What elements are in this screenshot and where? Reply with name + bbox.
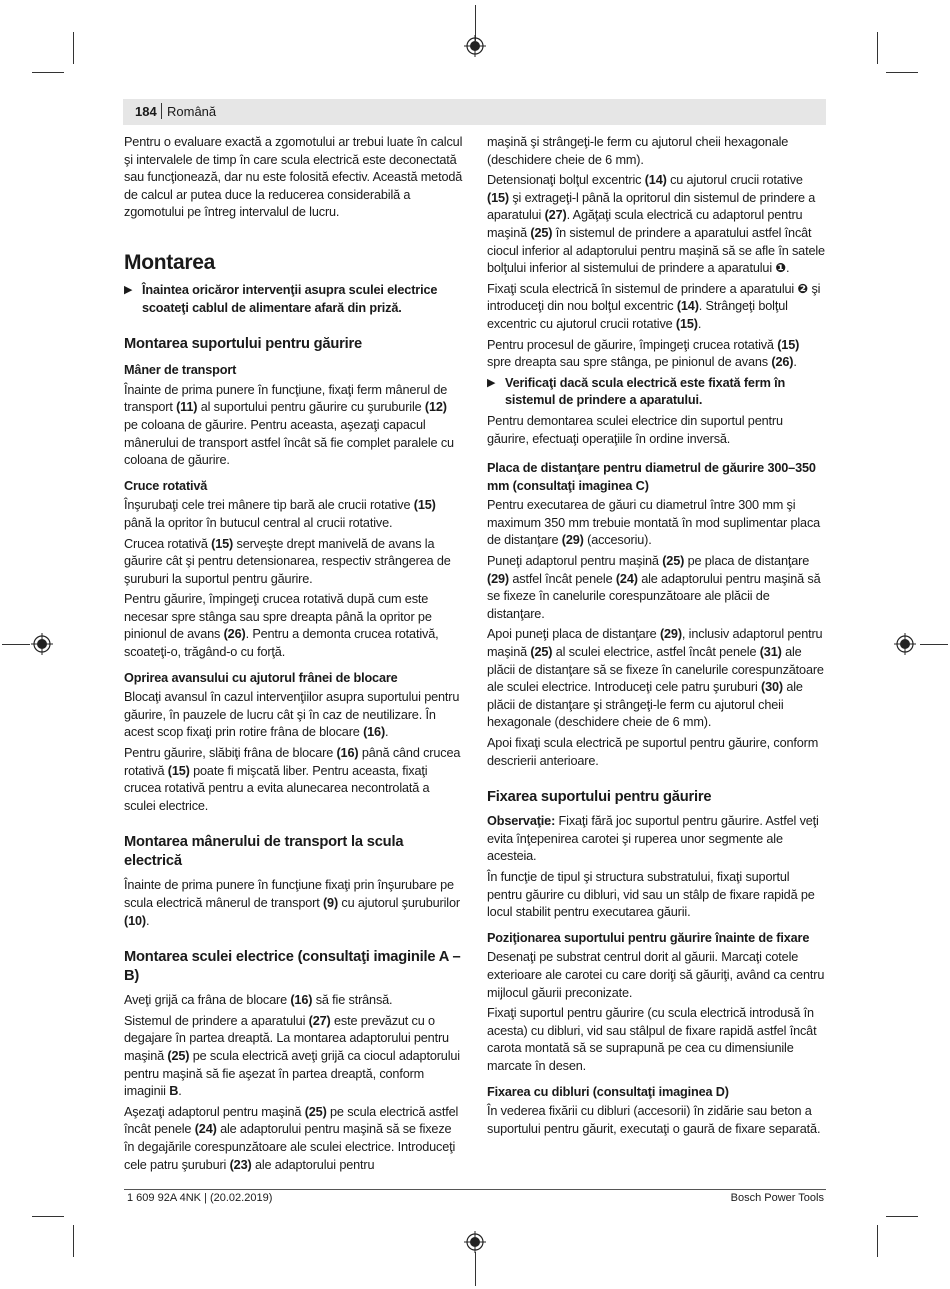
- triangle-right-icon: ▶: [487, 376, 496, 389]
- paragraph: Detensionaţi bolţul excentric (14) cu ajutorul crucii rotative (15) şi extrageţi-l până la opritorul din sistemul de prindere a aparatului (27). Agăţaţi scula electrică cu adaptorul pentru maşină (25) în sistemul de prindere a aparatului astfel încât ciocul inferior al adaptorului pentru maşină să se afle în satele bolţului inferior al sistemului de prindere a aparatului ❶.: [487, 173, 825, 276]
- page-header: [123, 99, 826, 125]
- paragraph: În vederea fixării cu dibluri (accesorii) în zidărie sau beton a suportului pentru găurit, executaţi o gaură de fixare separată.: [487, 1104, 821, 1136]
- subheading-pozitionarea: Poziţionarea suportului pentru găurire înainte de fixare: [487, 930, 810, 945]
- paragraph: Pentru procesul de găurire, împingeţi crucea rotativă (15) spre dreapta sau spre stânga, pe pinionul de avans (26).: [487, 337, 800, 370]
- paragraph: Fixaţi scula electrică în sistemul de prindere a aparatului ❷ şi introduceţi din nou bolţul excentric (14). Strângeţi bolţul excentric cu ajutorul crucii rotative (15).: [487, 281, 821, 331]
- subheading-oprirea-avansului: Oprirea avansului cu ajutorul frânei de blocare: [124, 670, 398, 685]
- footer-rule: [124, 1189, 826, 1190]
- paragraph: În funcţie de tipul şi structura substratului, fixaţi suportul pentru găurire cu dibluri, vid sau un stâlp de fixare rapidă pe locul stabilit pentru executarea găurii.: [487, 869, 815, 920]
- subheading-fixarea-dibluri: Fixarea cu dibluri (consultaţi imaginea D): [487, 1084, 729, 1099]
- crop-mark: [32, 1216, 64, 1217]
- registration-mark-icon: [894, 633, 916, 655]
- paragraph: Aşezaţi adaptorul pentru maşină (25) pe scula electrică astfel încât penele (24) ale adaptorului pentru maşină să se fixeze în degajările corespunzătoare ale sculei electrice. Introduceţi cele patru şuruburi (23) ale adaptorului pentru: [124, 1104, 459, 1172]
- paragraph: Apoi puneţi placa de distanţare (29), inclusiv adaptorul pentru maşină (25) al sculei electrice, astfel încât penele (31) ale plăcii de distanţare să se fixeze în canelurile corespunzătoare ale sculei electrice. Introduceţi cele patru şuruburi (30) ale plăcii de distanţare şi strângeţi-le ferm cu ajutorul cheii hexagonale (deschidere cheie de 6 mm).: [487, 627, 824, 730]
- paragraph: maşină şi strângeţi-le ferm cu ajutorul cheii hexagonale (deschidere cheie de 6 mm).: [487, 135, 789, 167]
- header-divider: [161, 103, 162, 119]
- crop-mark: [32, 72, 64, 73]
- paragraph: Apoi fixaţi scula electrică pe suportul pentru găurire, conform descrierii anterioare.: [487, 736, 819, 768]
- page-language: Română: [167, 104, 217, 119]
- paragraph: Fixaţi suportul pentru găurire (cu scula electrică introdusă în acesta) cu dibluri, vid sau stâlpul de fixare rapidă astfel încât carota montată să se suprapună pe cea cu dimensiunile marcate în desen.: [487, 1006, 817, 1073]
- heading-fixarea-suportului: Fixarea suportului pentru găurire: [487, 789, 712, 806]
- subheading-cruce-rotativa: Cruce rotativă: [124, 478, 208, 493]
- registration-mark-icon: [31, 633, 53, 655]
- paragraph: Pentru găurire, slăbiţi frâna de blocare (16) până când crucea rotativă (15) poate fi mişcată liber. Pentru aceasta, fixaţi crucea rotativă pentru a evita alunecarea necontrolată a sculei electrice.: [124, 746, 461, 813]
- subheading-maner-transport: Mâner de transport: [124, 363, 237, 378]
- paragraph: Pentru găurire, împingeţi crucea rotativă după cum este necesar spre stânga sau spre dreapta până la opritor pe pinionul de avans (26). Pentru a demonta crucea rotativă, scoateţi-o, trăgând-o cu forţă.: [124, 592, 439, 660]
- document-code: 1 609 92A 4NK | (20.02.2019): [127, 1192, 273, 1204]
- brand-name: Bosch Power Tools: [730, 1192, 824, 1204]
- paragraph: Blocaţi avansul în cazul intervenţiilor asupra suportului pentru găurire, în pauzele de lucru cât şi în caz de neutilizare. În acest scop fixaţi prin rotire frâna de blocare (16).: [124, 690, 460, 740]
- paragraph: Pentru executarea de găuri cu diametrul între 300 mm şi maximum 350 mm trebuie montată în mod suplimentar placa de distanţare (29) (accesoriu).: [487, 498, 821, 548]
- page-number: 184: [135, 104, 157, 119]
- section-title-montarea: Montarea: [124, 250, 215, 274]
- paragraph: Crucea rotativă (15) serveşte drept manivelă de avans la găurire cât şi pentru detensionarea, respectiv strângerea de şuruburi la suportul pentru găurire.: [124, 536, 451, 586]
- crop-mark: [886, 1216, 918, 1217]
- paragraph: Observaţie: Fixaţi fără joc suportul pentru găurire. Astfel veţi evita înţepenirea carotei şi ruperea unor segmente ale acesteia.: [487, 814, 819, 864]
- paragraph: Aveţi grijă ca frâna de blocare (16) să fie strânsă.: [124, 993, 393, 1008]
- crop-mark: [920, 644, 948, 645]
- crop-mark: [877, 1225, 878, 1257]
- crop-mark: [877, 32, 878, 64]
- crop-mark: [2, 644, 30, 645]
- paragraph: Sistemul de prindere a aparatului (27) este prevăzut cu o degajare în partea dreaptă. La montarea adaptorului pentru maşină (25) pe scula electrică aveţi grijă ca ciocul adaptorului pentru maşină să fie aşezat în partea dreaptă, conform imaginii B.: [124, 1013, 460, 1099]
- triangle-right-icon: ▶: [124, 283, 133, 296]
- safety-warning: ▶ Verificaţi dacă scula electrică este fixată ferm în sistemul de prindere a aparatului.: [487, 375, 786, 408]
- crop-mark: [73, 1225, 74, 1257]
- registration-mark-icon: [464, 35, 486, 57]
- paragraph: Înainte de prima punere în funcţiune, fixaţi ferm mânerul de transport (11) al suportului pentru găurire cu şuruburile (12) pe coloana de găurire. Pentru aceasta, aşezaţi capacul mânerului de transport astfel încât să fie complet paralele cu coloana de găurire.: [124, 382, 454, 468]
- paragraph: Înşurubaţi cele trei mânere tip bară ale crucii rotative (15) până la opritor în butucul central al crucii rotative.: [124, 498, 436, 530]
- heading-montarea-manerului: Montarea mânerului de transport la scula electrică: [124, 834, 404, 870]
- crop-mark: [73, 32, 74, 64]
- crop-mark: [475, 1252, 476, 1286]
- right-column: [487, 134, 825, 1141]
- crop-mark: [886, 72, 918, 73]
- safety-warning: ▶ Înaintea oricăror intervenţii asupra sculei electrice scoateţi cablul de alimentare afară din priză.: [124, 282, 438, 315]
- paragraph: Pentru o evaluare exactă a zgomotului ar trebui luate în calcul şi intervalele de timp în care scula electrică este deconectată sau funcţionează, dar nu este folosită efectiv. Această metodă de calcul ar putea duce la reducerea considerabilă a zgomotului pe întreg intervalul de lucru.: [124, 135, 463, 220]
- subheading-placa-distantare: Placa de distanţare pentru diametrul de găurire 300–350 mm (consultaţi imaginea C): [487, 461, 816, 493]
- heading-montarea-suportului: Montarea suportului pentru găurire: [124, 336, 363, 353]
- paragraph: Pentru demontarea sculei electrice din suportul pentru găurire, efectuaţi operaţiile în ordine inversă.: [487, 413, 783, 446]
- paragraph: Înainte de prima punere în funcţiune fixaţi prin înşurubare pe scula electrică mânerul de transport (9) cu ajutorul şuruburilor (10).: [124, 878, 460, 928]
- registration-mark-icon: [464, 1231, 486, 1253]
- left-column: [124, 134, 464, 1177]
- heading-montarea-sculei: Montarea sculei electrice (consultaţi imaginile A –B): [124, 949, 461, 985]
- paragraph: Desenaţi pe substrat centrul dorit al găurii. Marcaţi cotele exterioare ale carotei cu care doriţi să găuriţi, având ca centru mijlocul găurii preconizate.: [487, 950, 825, 1000]
- paragraph: Puneţi adaptorul pentru maşină (25) pe placa de distanţare (29) astfel încât penele (24) ale adaptorului pentru maşină să se fixeze în canelurile corespunzătoare ale plăcii de distanţare.: [487, 554, 821, 621]
